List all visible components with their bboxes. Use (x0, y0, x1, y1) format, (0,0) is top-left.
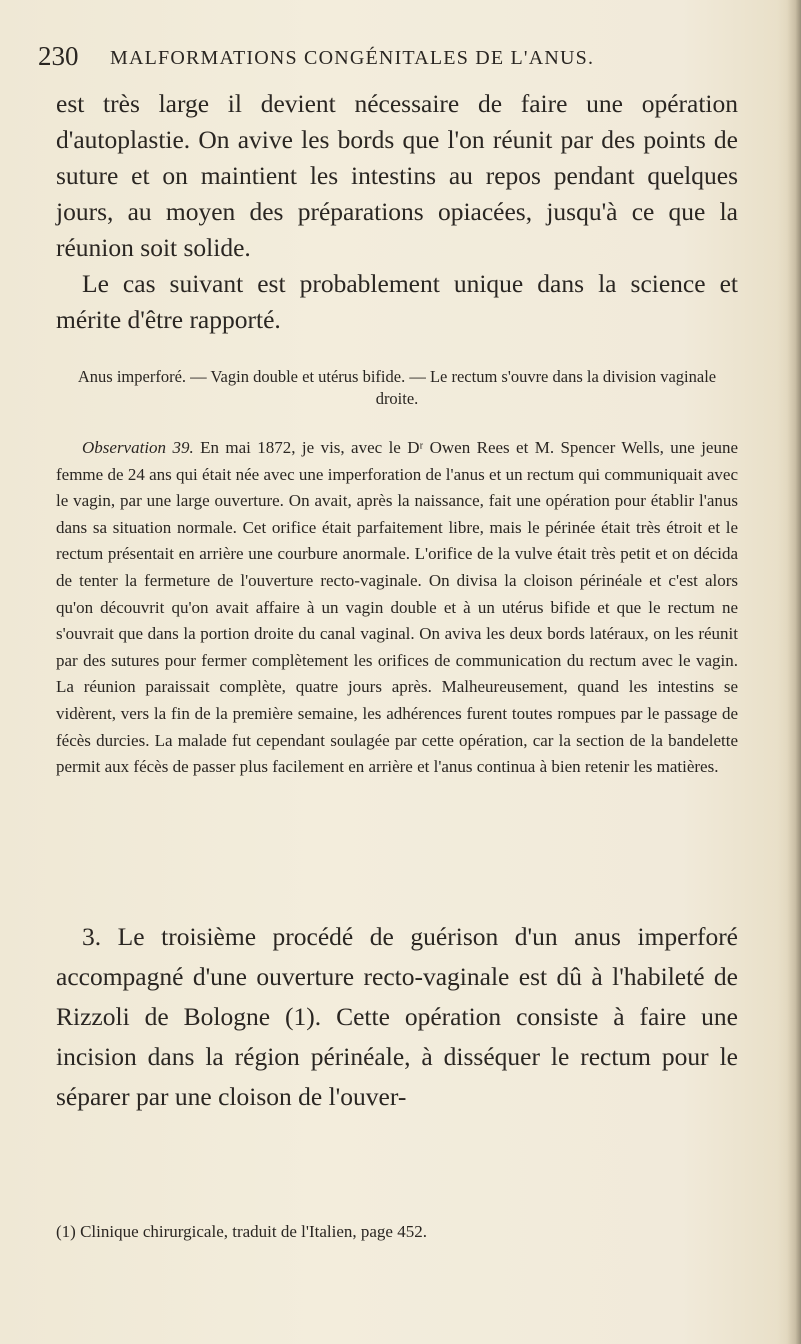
intro-paragraph-2: Le cas suivant est probablement unique dans la science et mérite d'être rapporté. (56, 269, 738, 334)
observation-text: En mai 1872, je vis, avec le Dʳ Owen Rees et M. Spencer Wells, une jeune femme de 24 ans qui était née avec une imperforation de l'anus et un rectum qui communiquait avec le vagin, par une large ouverture. On avait, après la naissance, fait une opération pour établir l'anus dans sa situation normale. Cet orifice était parfaitement libre, mais le périnée était très étroit et le rectum présentait en arrière une courbure anormale. L'orifice de la vulve était très petit et on décida de tenter la fermeture de l'ouverture recto-vaginale. On divisa la cloison périnéale et c'est alors qu'on découvrit qu'on avait affaire à un vagin double et à un utérus bifide et que le rectum ne s'ouvrait que dans la portion droite du canal vaginal. On aviva les deux bords latéraux, on les réunit par des sutures pour fermer complètement les orifices de communication du rectum avec le vagin. La réunion paraissait complète, quatre jours après. Malheureusement, quand les intestins se vidèrent, vers la fin de la première semaine, les adhérences furent toutes rompues par le passage de fécès durcies. La malade fut cependant soulagée par cette opération, car la section de la bandelette permit aux fécès de passer plus facilement en arrière et l'anus continua à bien retenir les matières. (56, 438, 739, 777)
observation-paragraph (56, 435, 738, 781)
intro-paragraph-1: est très large il devient nécessaire de faire une opération d'autoplastie. On avive les bords que l'on réunit par des points de suture et on maintient les intestins au repos pendant quelques jours, au moyen des préparations opiacées, jusqu'à ce que la réunion soit solide. (56, 89, 738, 262)
observation-label: Observation 39. (82, 438, 194, 457)
page-header (38, 36, 758, 76)
case-title: Anus imperforé. — Vagin double et utérus bifide. — Le rectum s'ouvre dans la division vaginale droite. (77, 367, 717, 408)
section-3-text (56, 917, 738, 1117)
page-edge-shadow (787, 0, 801, 1344)
footnote: (1) Clinique chirurgicale, traduit de l'Italien, page 452. (56, 1222, 427, 1241)
section-3-paragraph: 3. Le troisième procédé de guérison d'un anus imperforé accompagné d'une ouverture recto-vaginale est dû à l'habileté de Rizzoli de Bologne (1). Cette opération consiste à faire une incision dans la région périnéale, à disséquer le rectum pour le séparer par une cloison de l'ouver- (56, 922, 738, 1111)
intro-text (56, 86, 738, 338)
page-number: 230 (38, 41, 79, 71)
observation-39 (56, 435, 738, 781)
running-title: MALFORMATIONS CONGÉNITALES DE L'ANUS. (110, 47, 595, 69)
